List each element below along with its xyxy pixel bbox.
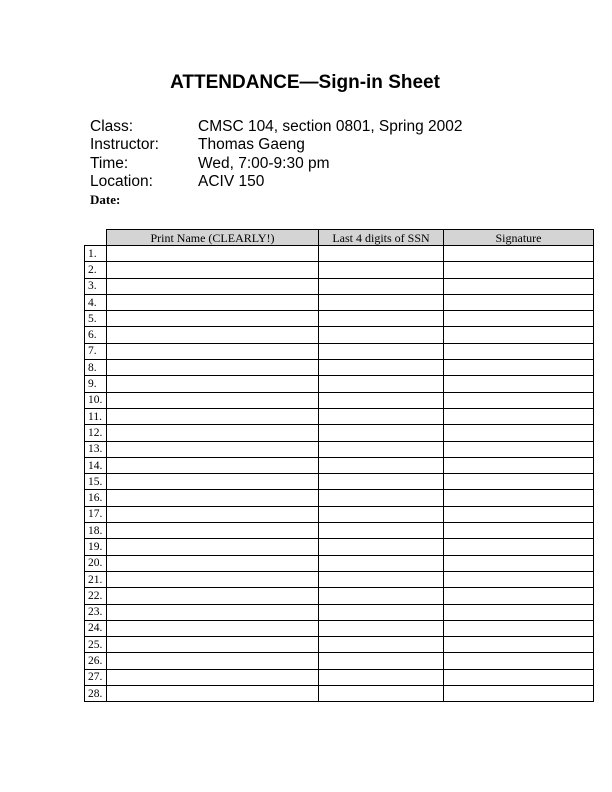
table-row (85, 246, 594, 262)
table-body (85, 246, 594, 702)
print-name-cell[interactable] (107, 246, 319, 262)
location-label: Location: (90, 172, 153, 190)
row-number: 25. (85, 637, 107, 653)
table-row (85, 637, 594, 653)
table-row (85, 376, 594, 392)
print-name-cell[interactable] (107, 506, 319, 522)
print-name-cell[interactable] (107, 343, 319, 359)
table-row (85, 588, 594, 604)
table-row (85, 294, 594, 310)
ssn-cell[interactable] (319, 360, 444, 376)
ssn-cell[interactable] (319, 669, 444, 685)
ssn-cell[interactable] (319, 327, 444, 343)
row-number: 7. (85, 343, 107, 359)
print-name-cell[interactable] (107, 686, 319, 702)
row-number: 13. (85, 441, 107, 457)
print-name-cell[interactable] (107, 425, 319, 441)
class-info (90, 118, 463, 191)
print-name-cell[interactable] (107, 392, 319, 408)
print-name-cell[interactable] (107, 555, 319, 571)
signature-cell[interactable] (444, 457, 594, 473)
signature-cell[interactable] (444, 441, 594, 457)
row-number: 3. (85, 278, 107, 294)
ssn-cell[interactable] (319, 294, 444, 310)
print-name-cell[interactable] (107, 294, 319, 310)
signature-cell[interactable] (444, 392, 594, 408)
print-name-cell[interactable] (107, 490, 319, 506)
row-number: 28. (85, 686, 107, 702)
row-number: 19. (85, 539, 107, 555)
signature-cell[interactable] (444, 278, 594, 294)
row-number: 21. (85, 571, 107, 587)
ssn-cell[interactable] (319, 490, 444, 506)
ssn-cell[interactable] (319, 392, 444, 408)
table-row (85, 457, 594, 473)
row-number: 20. (85, 555, 107, 571)
ssn-cell[interactable] (319, 441, 444, 457)
ssn-cell[interactable] (319, 311, 444, 327)
print-name-cell[interactable] (107, 311, 319, 327)
row-number: 24. (85, 620, 107, 636)
page-title: ATTENDANCE—Sign-in Sheet (170, 72, 440, 93)
table-row (85, 425, 594, 441)
ssn-cell[interactable] (319, 408, 444, 424)
signature-cell[interactable] (444, 360, 594, 376)
ssn-cell[interactable] (319, 571, 444, 587)
signature-cell[interactable] (444, 686, 594, 702)
print-name-cell[interactable] (107, 441, 319, 457)
signature-cell[interactable] (444, 376, 594, 392)
signature-cell[interactable] (444, 555, 594, 571)
print-name-cell[interactable] (107, 278, 319, 294)
table-row (85, 604, 594, 620)
table-row (85, 523, 594, 539)
row-number: 23. (85, 604, 107, 620)
attendance-table (84, 229, 594, 702)
row-number: 26. (85, 653, 107, 669)
print-name-cell[interactable] (107, 457, 319, 473)
signature-cell[interactable] (444, 490, 594, 506)
instructor-label: Instructor: (90, 136, 159, 154)
signature-cell[interactable] (444, 539, 594, 555)
print-name-cell[interactable] (107, 360, 319, 376)
signature-cell[interactable] (444, 653, 594, 669)
row-number: 12. (85, 425, 107, 441)
table-row (85, 327, 594, 343)
signature-cell[interactable] (444, 294, 594, 310)
ssn-cell[interactable] (319, 637, 444, 653)
signature-cell[interactable] (444, 604, 594, 620)
ssn-cell[interactable] (319, 555, 444, 571)
instructor-row (90, 136, 463, 154)
row-number: 18. (85, 523, 107, 539)
row-number: 22. (85, 588, 107, 604)
print-name-cell[interactable] (107, 523, 319, 539)
table-row (85, 620, 594, 636)
row-number: 14. (85, 457, 107, 473)
print-name-cell[interactable] (107, 604, 319, 620)
time-value: Wed, 7:00-9:30 pm (198, 154, 330, 172)
signature-cell[interactable] (444, 588, 594, 604)
ssn-cell[interactable] (319, 506, 444, 522)
table-row (85, 360, 594, 376)
ssn-cell[interactable] (319, 246, 444, 262)
ssn-cell[interactable] (319, 523, 444, 539)
signature-cell[interactable] (444, 343, 594, 359)
time-label: Time: (90, 154, 129, 172)
table-row (85, 653, 594, 669)
print-name-cell[interactable] (107, 588, 319, 604)
location-row (90, 173, 463, 191)
row-number-header (85, 230, 107, 246)
instructor-value: Thomas Gaeng (198, 136, 305, 154)
row-number: 15. (85, 474, 107, 490)
time-row (90, 155, 463, 173)
row-number: 11. (85, 408, 107, 424)
class-row (90, 118, 463, 136)
signature-cell[interactable] (444, 246, 594, 262)
print-name-cell[interactable] (107, 637, 319, 653)
table-row (85, 262, 594, 278)
signature-cell[interactable] (444, 408, 594, 424)
ssn-cell[interactable] (319, 425, 444, 441)
table-row (85, 343, 594, 359)
ssn-cell[interactable] (319, 604, 444, 620)
row-number: 5. (85, 311, 107, 327)
signature-cell[interactable] (444, 506, 594, 522)
ssn-header: Last 4 digits of SSN (319, 230, 444, 246)
ssn-cell[interactable] (319, 376, 444, 392)
table-row (85, 555, 594, 571)
table-row (85, 311, 594, 327)
print-name-cell[interactable] (107, 539, 319, 555)
signature-cell[interactable] (444, 669, 594, 685)
row-number: 6. (85, 327, 107, 343)
signature-cell[interactable] (444, 474, 594, 490)
ssn-cell[interactable] (319, 278, 444, 294)
table-row (85, 571, 594, 587)
ssn-cell[interactable] (319, 262, 444, 278)
table-row (85, 408, 594, 424)
table-row (85, 278, 594, 294)
print-name-cell[interactable] (107, 262, 319, 278)
row-number: 8. (85, 360, 107, 376)
row-number: 16. (85, 490, 107, 506)
print-name-cell[interactable] (107, 376, 319, 392)
row-number: 17. (85, 506, 107, 522)
print-name-cell[interactable] (107, 571, 319, 587)
table-row (85, 669, 594, 685)
table-row (85, 490, 594, 506)
row-number: 27. (85, 669, 107, 685)
signature-cell[interactable] (444, 571, 594, 587)
ssn-cell[interactable] (319, 620, 444, 636)
signature-cell[interactable] (444, 425, 594, 441)
row-number: 4. (85, 294, 107, 310)
ssn-cell[interactable] (319, 686, 444, 702)
print-name-cell[interactable] (107, 474, 319, 490)
ssn-cell[interactable] (319, 539, 444, 555)
signature-cell[interactable] (444, 327, 594, 343)
row-number: 1. (85, 246, 107, 262)
ssn-cell[interactable] (319, 457, 444, 473)
signature-cell[interactable] (444, 620, 594, 636)
table-row (85, 474, 594, 490)
table-header-row (85, 230, 594, 246)
ssn-cell[interactable] (319, 343, 444, 359)
row-number: 2. (85, 262, 107, 278)
print-name-header: Print Name (CLEARLY!) (107, 230, 319, 246)
row-number: 9. (85, 376, 107, 392)
ssn-cell[interactable] (319, 588, 444, 604)
table-row (85, 686, 594, 702)
signature-cell[interactable] (444, 637, 594, 653)
signature-cell[interactable] (444, 311, 594, 327)
signature-cell[interactable] (444, 523, 594, 539)
signature-header: Signature (444, 230, 594, 246)
row-number: 10. (85, 392, 107, 408)
print-name-cell[interactable] (107, 408, 319, 424)
print-name-cell[interactable] (107, 620, 319, 636)
table-row (85, 392, 594, 408)
print-name-cell[interactable] (107, 669, 319, 685)
class-value: CMSC 104, section 0801, Spring 2002 (198, 118, 463, 135)
table-row (85, 441, 594, 457)
signature-cell[interactable] (444, 262, 594, 278)
location-value: ACIV 150 (198, 172, 265, 190)
date-label: Date: (90, 192, 121, 207)
print-name-cell[interactable] (107, 327, 319, 343)
print-name-cell[interactable] (107, 653, 319, 669)
table-row (85, 506, 594, 522)
table-row (85, 539, 594, 555)
class-label: Class: (90, 118, 134, 135)
ssn-cell[interactable] (319, 653, 444, 669)
ssn-cell[interactable] (319, 474, 444, 490)
